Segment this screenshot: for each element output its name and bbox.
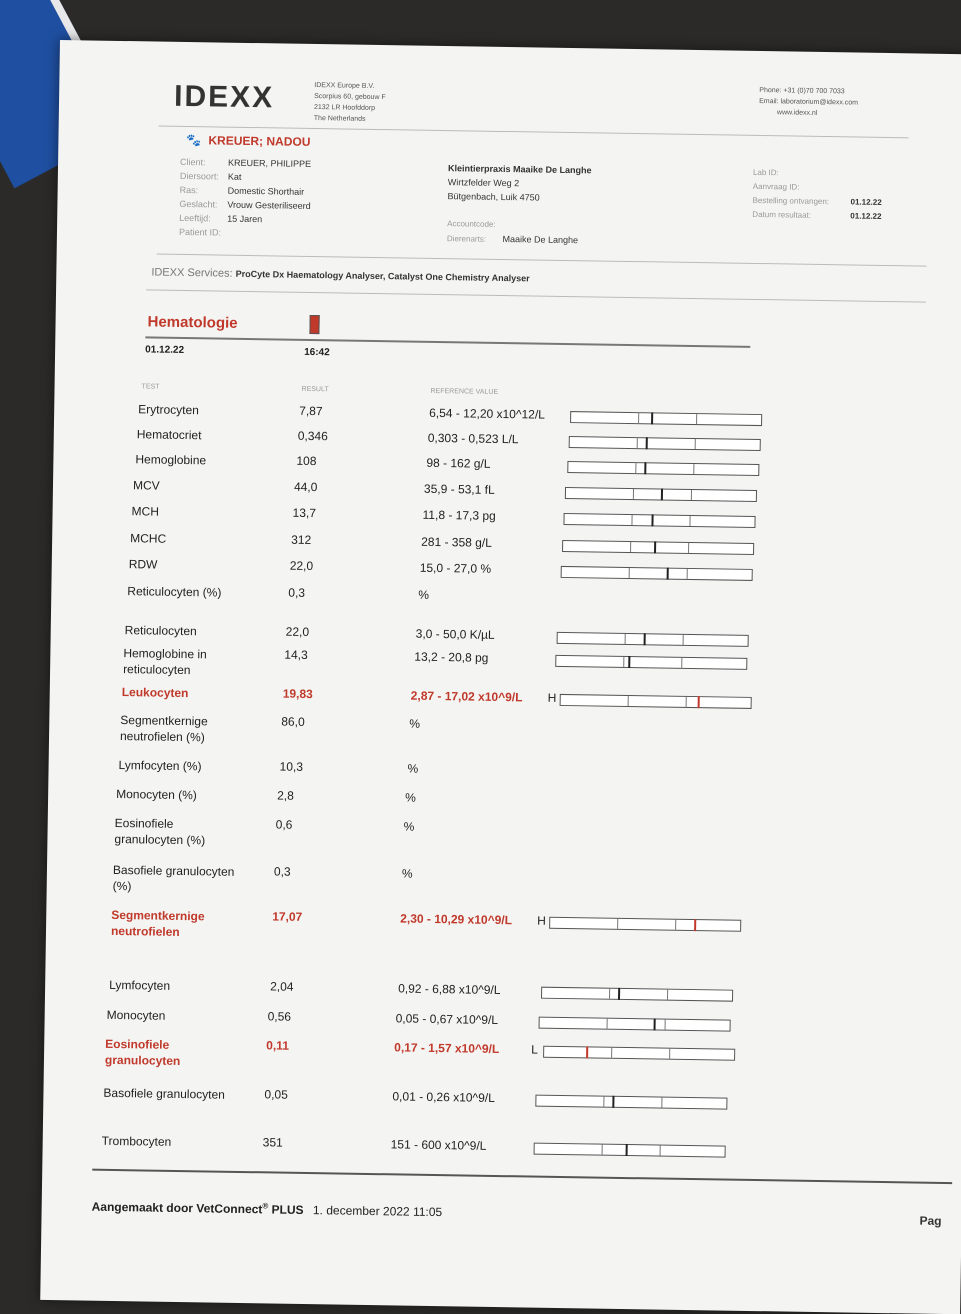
range-bar-tick <box>686 697 687 707</box>
range-bar <box>539 1017 731 1032</box>
test-name: Hemoglobine <box>135 451 265 469</box>
range-bar-tick <box>630 542 631 552</box>
range-bar-marker <box>666 568 668 580</box>
reference-range: 98 - 162 g/L <box>426 456 490 471</box>
range-bar-marker <box>644 462 646 474</box>
test-result: 108 <box>296 454 316 468</box>
range-bar-tick <box>662 1098 663 1108</box>
test-name: Hemoglobine in reticulocyten <box>123 645 253 679</box>
test-result: 0,3 <box>288 586 305 600</box>
patient-name: KREUER; NADOU <box>208 133 310 149</box>
range-bar-tick <box>636 438 637 448</box>
test-name: Hematocriet <box>137 426 267 444</box>
range-bar <box>555 655 747 670</box>
reference-range: % <box>402 866 413 880</box>
lab-address: IDEXX Europe B.V. Scorpius 60, gebouw F 2132 LR Hoofddorp The Netherlands <box>314 80 386 125</box>
test-name: Monocyten (%) <box>116 786 246 804</box>
range-bar-tick <box>631 515 632 525</box>
range-bar-tick <box>675 920 676 930</box>
patient-field <box>180 185 305 197</box>
patient-field <box>179 213 262 224</box>
patient-field <box>180 171 242 182</box>
patient-field <box>179 199 310 211</box>
results-table <box>60 40 961 54</box>
test-result: 10,3 <box>280 760 304 774</box>
reference-range: 11,8 - 17,3 pg <box>422 508 495 523</box>
reference-range: 3,0 - 50,0 K/µL <box>416 627 495 642</box>
test-result: 2,8 <box>277 789 294 803</box>
test-name: Lymfocyten <box>109 977 239 995</box>
test-result: 13,7 <box>292 506 316 520</box>
result-flag: H <box>548 691 557 705</box>
range-bar-tick <box>696 414 697 424</box>
test-result: 0,346 <box>298 429 328 443</box>
range-bar-marker <box>651 412 653 424</box>
range-bar-tick <box>628 568 629 578</box>
range-bar-marker <box>646 437 648 449</box>
test-name: MCV <box>133 477 263 495</box>
lab-contact: Phone: +31 (0)70 700 7033 Email: laboratorium@idexx.com www.idexx.nl <box>759 85 858 120</box>
patient-field-label: Client: <box>180 157 228 168</box>
patient-field-label: Ras: <box>180 185 228 196</box>
range-bar-tick <box>624 634 625 644</box>
test-result: 7,87 <box>299 404 323 418</box>
test-name: MCH <box>131 503 261 521</box>
range-bar <box>560 694 752 709</box>
patient-field-value: 15 Jaren <box>227 214 262 225</box>
range-bar-tick <box>606 1019 607 1029</box>
test-name: Monocyten <box>107 1007 237 1025</box>
range-bar-marker <box>643 633 645 645</box>
range-bar-tick <box>635 463 636 473</box>
range-bar <box>570 411 762 426</box>
divider <box>146 289 926 302</box>
page-label: Pag <box>919 1214 941 1228</box>
range-bar-tick <box>660 1146 661 1156</box>
range-bar-tick <box>623 657 624 667</box>
column-reference: REFERENCE VALUE <box>430 388 498 396</box>
table-row <box>45 976 905 1010</box>
test-name: Leukocyten <box>122 684 252 702</box>
test-name: Reticulocyten <box>125 622 255 640</box>
table-row <box>45 1006 905 1040</box>
table-row <box>49 711 909 745</box>
abnormal-flag-icon <box>309 315 319 334</box>
patient-field-value: Domestic Shorthair <box>228 186 305 197</box>
range-bar-tick <box>683 635 684 645</box>
column-result: RESULT <box>301 386 328 393</box>
test-result: 0,3 <box>274 864 291 878</box>
test-result: 86,0 <box>281 715 305 729</box>
reference-range: 0,303 - 0,523 L/L <box>428 431 519 446</box>
range-bar-tick <box>667 990 668 1000</box>
test-result: 44,0 <box>294 480 318 494</box>
table-row <box>48 814 908 848</box>
footer-text: Aangemaakt door VetConnect® PLUS 1. december 2022 11:05 <box>92 1199 443 1220</box>
reference-range: 2,30 - 10,29 x10^9/L <box>400 911 512 927</box>
range-bar-marker <box>654 541 656 553</box>
patient-field-label: Patient ID: <box>179 227 227 238</box>
test-name: Reticulocyten (%) <box>127 583 257 601</box>
test-name: Eosinofiele granulocyten (%) <box>114 815 244 849</box>
patient-field-label: Diersoort: <box>180 171 228 182</box>
range-bar <box>541 987 733 1002</box>
test-name: Segmentkernige neutrofielen (%) <box>120 712 250 746</box>
range-bar <box>561 566 753 581</box>
range-bar-tick <box>687 569 688 579</box>
test-name: Segmentkernige neutrofielen <box>111 907 241 941</box>
reference-range: 15,0 - 27,0 % <box>420 561 492 576</box>
range-bar-marker <box>694 919 696 931</box>
range-bar <box>534 1143 726 1158</box>
reference-range: % <box>418 588 429 602</box>
test-name: Trombocyten <box>102 1133 232 1151</box>
range-bar-tick <box>611 1048 612 1058</box>
reference-range: 0,01 - 0,26 x10^9/L <box>392 1089 495 1105</box>
paw-icon: 🐾 <box>186 133 201 147</box>
reference-range: 0,05 - 0,67 x10^9/L <box>396 1011 499 1027</box>
range-bar <box>563 513 755 528</box>
reference-range: 35,9 - 53,1 fL <box>424 482 495 497</box>
range-bar <box>557 632 749 647</box>
table-row <box>43 1132 903 1166</box>
range-bar <box>549 917 741 932</box>
test-name: Eosinofiele granulocyten <box>105 1036 235 1070</box>
reference-range: 6,54 - 12,20 x10^12/L <box>429 406 545 422</box>
test-name: Basofiele granulocyten (%) <box>113 862 243 896</box>
range-bar-marker <box>612 1096 614 1108</box>
reference-range: 0,92 - 6,88 x10^9/L <box>398 981 501 997</box>
reference-range: % <box>407 762 418 776</box>
test-name: MCHC <box>130 530 260 548</box>
range-bar-tick <box>609 989 610 999</box>
services-line: IDEXX Services: ProCyte Dx Haematology Analyser, Catalyst One Chemistry Analyser <box>151 266 529 284</box>
range-bar <box>565 487 757 502</box>
test-result: 351 <box>263 1135 283 1149</box>
range-bar-tick <box>690 516 691 526</box>
table-row <box>50 683 910 717</box>
table-row <box>51 582 911 616</box>
range-bar-tick <box>682 658 683 668</box>
table-row <box>48 756 908 790</box>
divider <box>157 254 927 267</box>
test-result: 14,3 <box>284 648 308 662</box>
result-flag: L <box>531 1043 538 1057</box>
test-result: 19,83 <box>283 687 313 701</box>
table-row <box>47 861 907 895</box>
range-bar-marker <box>652 514 654 526</box>
test-result: 0,05 <box>264 1087 288 1101</box>
range-bar-tick <box>669 1049 670 1059</box>
range-bar-marker <box>661 488 663 500</box>
range-bar-tick <box>617 919 618 929</box>
lab-report <box>40 40 961 1314</box>
range-bar <box>535 1095 727 1110</box>
range-bar-tick <box>694 464 695 474</box>
range-bar-marker <box>618 988 620 1000</box>
range-bar-marker <box>697 696 699 708</box>
test-name: RDW <box>129 556 259 574</box>
table-row <box>48 785 908 819</box>
range-bar-tick <box>695 439 696 449</box>
footer-divider <box>92 1169 952 1185</box>
range-bar-tick <box>601 1145 602 1155</box>
range-bar-tick <box>638 413 639 423</box>
reference-range: 2,87 - 17,02 x10^9/L <box>411 689 523 705</box>
reference-range: 13,2 - 20,8 pg <box>414 650 488 665</box>
patient-field-value: Kat <box>228 172 242 182</box>
reference-range: % <box>404 819 415 833</box>
patient-field <box>179 227 227 238</box>
result-flag: H <box>537 914 546 928</box>
test-name: Lymfocyten (%) <box>118 757 248 775</box>
range-bar-tick <box>632 489 633 499</box>
test-name: Basofiele granulocyten <box>103 1085 233 1103</box>
range-bar <box>562 540 754 555</box>
idexx-logo: IDEXX <box>174 80 275 116</box>
test-result: 312 <box>291 533 311 547</box>
patient-field-label: Leeftijd: <box>179 213 227 224</box>
range-bar-tick <box>691 490 692 500</box>
table-row <box>46 906 906 940</box>
range-bar-tick <box>688 543 689 553</box>
test-name: Erytrocyten <box>138 401 268 419</box>
range-bar <box>567 461 759 476</box>
range-bar-tick <box>627 696 628 706</box>
patient-fields <box>60 40 961 54</box>
range-bar <box>569 436 761 451</box>
section-underline <box>145 336 750 348</box>
test-date: 01.12.22 <box>145 344 184 356</box>
test-time: 16:42 <box>304 347 330 358</box>
patient-field-value: KREUER, PHILIPPE <box>228 158 311 169</box>
patient-field <box>180 157 311 169</box>
column-test: TEST <box>142 383 160 390</box>
clinic-info: Kleintierpraxis Maaike De Langhe Wirtzfelder Weg 2 Bütgenbach, Luik 4750 Accountcode: Dierenarts: Maaike De Langhe <box>447 161 592 248</box>
lab-info: Lab ID: Aanvraag ID: Bestelling ontvangen: 01.12.22 Datum resultaat: 01.12.22 <box>752 166 829 223</box>
range-bar-tick <box>603 1097 604 1107</box>
range-bar-marker <box>654 1018 656 1030</box>
test-result: 0,6 <box>276 817 293 831</box>
test-result: 2,04 <box>270 979 294 993</box>
test-result: 0,56 <box>268 1009 292 1023</box>
table-row <box>43 1084 903 1118</box>
test-result: 17,07 <box>272 909 302 923</box>
test-result: 22,0 <box>286 625 310 639</box>
range-bar <box>543 1046 735 1061</box>
reference-range: 0,17 - 1,57 x10^9/L <box>394 1040 499 1056</box>
patient-field-value: Vrouw Gesteriliseerd <box>227 200 310 211</box>
range-bar-marker <box>626 1144 628 1156</box>
section-title: Hematologie <box>147 313 237 331</box>
range-bar-tick <box>665 1020 666 1030</box>
range-bar-marker <box>628 656 630 668</box>
range-bar-marker <box>586 1046 588 1058</box>
reference-range: 281 - 358 g/L <box>421 535 492 550</box>
reference-range: % <box>409 717 420 731</box>
test-result: 22,0 <box>290 559 314 573</box>
patient-field-label: Geslacht: <box>179 199 227 210</box>
reference-range: % <box>405 791 416 805</box>
reference-range: 151 - 600 x10^9/L <box>391 1137 487 1153</box>
test-result: 0,11 <box>266 1038 289 1052</box>
table-row <box>44 1035 904 1069</box>
